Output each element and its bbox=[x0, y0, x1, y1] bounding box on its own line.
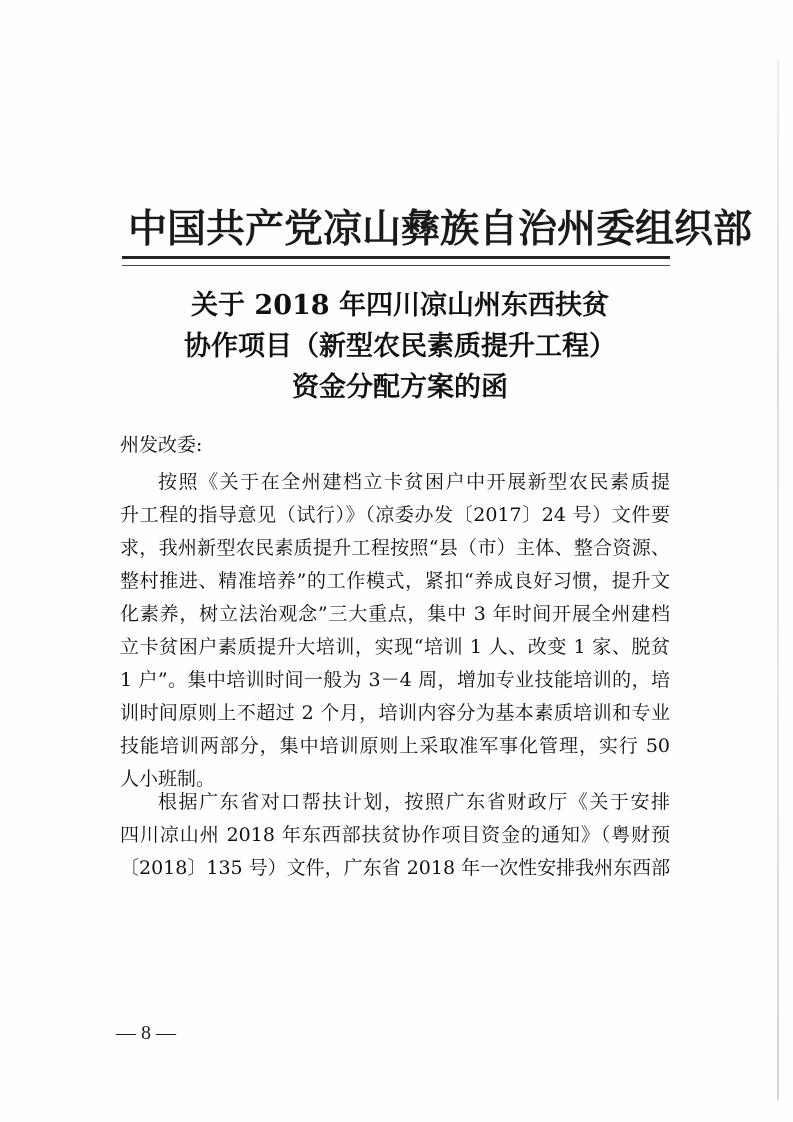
body-paragraph-1 bbox=[120, 466, 670, 796]
paragraph-line: 训时间原则上不超过 2 个月，培训内容分为基本素质培训和专业 bbox=[120, 702, 670, 724]
title-line: 协作项目（新型农民素质提升工程） bbox=[184, 331, 616, 362]
page-number: — 8 — bbox=[116, 1022, 176, 1044]
paragraph-line: 求，我州新型农民素质提升工程按照“县（市）主体、整合资源、 bbox=[120, 537, 670, 559]
title-line: 关于 2018 年四川凉山州东西扶贫 bbox=[191, 290, 609, 321]
body-paragraph-2 bbox=[120, 786, 670, 885]
paragraph-line: 升工程的指导意见（试行）》（凉委办发〔2017〕24 号）文件要 bbox=[120, 504, 670, 526]
paragraph-line: 立卡贫困户素质提升大培训，实现“培训 1 人、改变 1 家、脱贫 bbox=[120, 636, 670, 658]
paragraph-line: 根据广东省对口帮扶计划，按照广东省财政厅《关于安排 bbox=[158, 791, 670, 813]
salutation: 州发改委: bbox=[120, 434, 203, 456]
paragraph-line: 技能培训两部分，集中培训原则上采取准军事化管理，实行 50 bbox=[120, 735, 670, 757]
paragraph-line: 四川凉山州 2018 年东西部扶贫协作项目资金的通知》（粤财预 bbox=[120, 824, 670, 846]
scan-edge-shadow bbox=[777, 60, 779, 1100]
paragraph-line: 整村推进、精准培养”的工作模式，紧扣“养成良好习惯，提升文 bbox=[120, 570, 670, 592]
paragraph-line: 按照《关于在全州建档立卡贫困户中开展新型农民素质提 bbox=[158, 471, 670, 493]
paragraph-line: 〔2018〕135 号）文件，广东省 2018 年一次性安排我州东西部 bbox=[120, 857, 671, 879]
organization-header: 中国共产党凉山彝族自治州委组织部 bbox=[128, 206, 753, 252]
title-line: 资金分配方案的函 bbox=[292, 372, 508, 403]
document-title bbox=[100, 285, 700, 408]
header-divider bbox=[122, 256, 670, 266]
paragraph-line: 人小班制。 bbox=[120, 768, 216, 790]
paragraph-line: 1 户”。集中培训时间一般为 3－4 周，增加专业技能培训的，培 bbox=[120, 669, 670, 691]
paragraph-line: 化素养，树立法治观念”三大重点，集中 3 年时间开展全州建档 bbox=[120, 603, 670, 625]
